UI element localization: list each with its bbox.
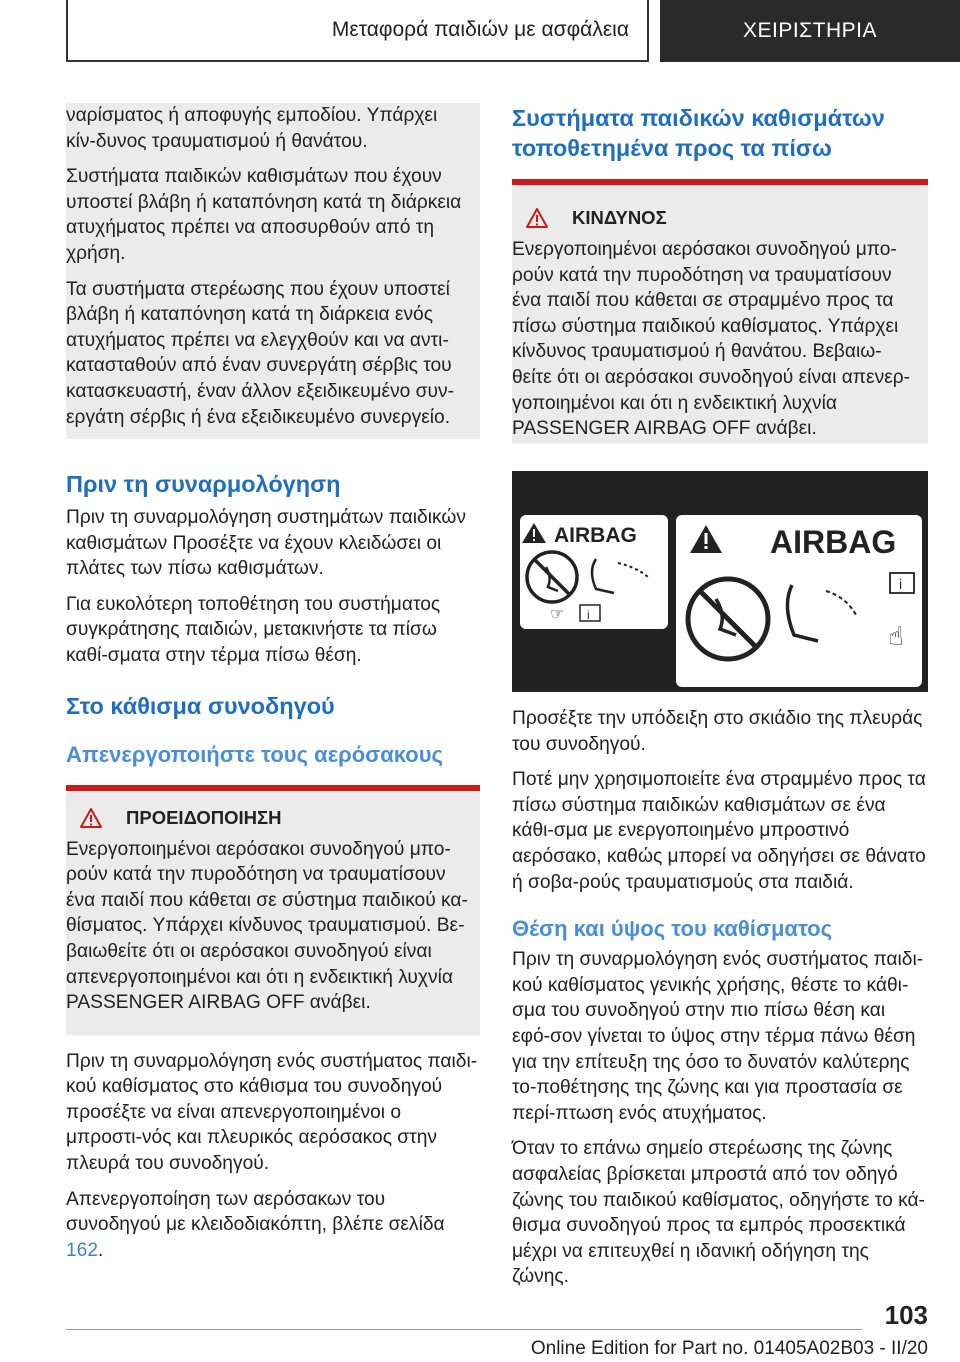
header-chapter-tab xyxy=(660,0,960,62)
airbag-text-large: AIRBAG xyxy=(770,524,897,560)
airbag-label-large-graphic xyxy=(676,515,922,687)
after-paragraph-2: Απενεργοποίηση των αερόσακων του συνοδηγού με κλειδοδιακόπτη, βλέπε σελίδα 162. xyxy=(66,1188,445,1261)
right-column xyxy=(512,103,928,1300)
chapter-title: ΧΕΙΡΙΣΤΗΡΙΑ xyxy=(742,19,877,42)
right-paragraph-4: Όταν το επάνω σημείο στερέωσης της ζώνης ασφαλείας βρίσκεται μπροστά από τον οδηγό ζώνης του παιδικού καθίσματος, οδηγήστε το κά-θισμα συνοδηγού προς τα εμπρός προσεκτικά μέχρι να επιτευχθεί η ιδανική οδήγηση της ζώνης. xyxy=(512,1138,925,1288)
danger-text: Ενεργοποιημένοι αερόσακοι συνοδηγού μπο-ρούν κατά την πυροδότηση να τραυματίσουν ένα παιδί που κάθεται σε στραμμένο προς τα πίσω σύστημα παιδικού καθίσματος. Υπάρχει κίνδυνος τραυματισμού ή θανάτου. Βεβαιω-θείτε ότι οι αερόσακοι συνοδηγού είναι απενερ-γοποιημένοι και ότι η ενδεικτική λυχνία PASSENGER AIRBAG OFF ανάβει. xyxy=(512,239,911,440)
airbag-label-small-graphic xyxy=(520,515,668,629)
heading-before-assembly: Πριν τη συναρμολόγηση xyxy=(66,471,341,497)
page-reference-link[interactable]: 162 xyxy=(66,1239,99,1261)
edition-note: Online Edition for Part no. 01405A02B03 - II/20 xyxy=(530,1338,928,1359)
right-paragraph-1: Προσέξτε την υπόδειξη στο σκιάδιο της πλευράς του συνοδηγού. xyxy=(512,708,923,755)
warning-box xyxy=(66,785,480,1035)
before-paragraph-2: Για ευκολότερη τοποθέτηση του συστήματος συγκράτησης παιδιών, μετακινήστε τα πίσω καθί-σματα στην τέρμα πίσω θέση. xyxy=(66,593,441,666)
airbag-label-image xyxy=(512,471,928,692)
warning-triangle-icon xyxy=(526,208,548,228)
after-paragraph-1: Πριν τη συναρμολόγηση ενός συστήματος παιδι-κού καθίσματος στο κάθισμα του συνοδηγού προσέξτε να είναι απενεργοποιημένοι ο μπροστι-νός και πλευρικός αερόσακος στην πλευρά του συνοδηγού. xyxy=(66,1050,478,1174)
right-paragraph-2: Ποτέ μην χρησιμοποιείτε ένα στραμμένο προς τα πίσω σύστημα παιδικών καθισμάτων σε ένα κάθι-σμα με ενεργοποιημένο μπροστινό αερόσακο, καθώς μπορεί να οδηγήσει σε θάνατο ή σοβα-ρούς τραυματισμούς στα παιδιά. xyxy=(512,769,926,893)
svg-text:i: i xyxy=(899,576,903,592)
heading-seat-position: Θέση και ύψος του καθίσματος xyxy=(512,916,833,942)
danger-header xyxy=(526,207,920,229)
warning-triangle-icon xyxy=(80,808,102,828)
intro-paragraph-1: ναρίσματος ή αποφυγής εμποδίου. Υπάρχει κίν-δυνος τραυματισμού ή θανάτου. xyxy=(66,105,438,152)
airbag-label-small xyxy=(520,515,668,629)
intro-paragraph-3: Τα συστήματα στερέωσης που έχουν υποστεί βλάβη ή καταπόνηση κατά τη διάρκεια ενός ατυχήματος πρέπει να ελεγχθούν και να αντι-κατασταθούν από έναν συνεργάτη σέρβις του κατασκευαστή, έναν άλλον εξειδικευμένο συν-εργάτη σέρβις ή ένα εξειδικευμένο συνεργείο. xyxy=(66,278,455,428)
airbag-text-small: AIRBAG xyxy=(554,524,637,547)
heading-rear-facing: Συστήματα παιδικών καθισμάτων τοποθετημένα προς τα πίσω xyxy=(512,105,885,161)
page-number: 103 xyxy=(884,1300,928,1330)
footer-divider xyxy=(66,1329,862,1330)
svg-text:i: i xyxy=(587,608,590,622)
section-title: Μεταφορά παιδιών με ασφάλεια xyxy=(331,18,629,41)
before-paragraph-1: Πριν τη συναρμολόγηση συστημάτων παιδικών καθισμάτων Προσέξτε να έχουν κλειδώσει οι πλάτες των πίσω καθισμάτων. xyxy=(66,507,466,580)
intro-info-box xyxy=(66,103,480,439)
heading-passenger-seat: Στο κάθισμα συνοδηγού xyxy=(66,692,335,719)
svg-text:☞: ☞ xyxy=(550,604,565,623)
warning-header xyxy=(80,807,472,829)
airbag-label-large xyxy=(676,515,922,687)
left-column xyxy=(66,103,480,1273)
warning-text: Ενεργοποιημένοι αερόσακοι συνοδηγού μπο-ρούν κατά την πυροδότηση να τραυματίσουν ένα παιδί που κάθεται σε σύστημα παιδικού κα-θίσματος. Υπάρχει κίνδυνος τραυματισμού. Βε-βαιωθείτε ότι οι αερόσακοι συνοδηγού είναι απενεργοποιημένοι και ότι η ενδεικτική λυχνία PASSENGER AIRBAG OFF ανάβει. xyxy=(66,838,468,1014)
svg-text:☝: ☝ xyxy=(888,622,904,652)
right-paragraph-3: Πριν τη συναρμολόγηση ενός συστήματος παιδι-κού καθίσματος γενικής χρήσης, θέστε το κάθι-σμα του συνοδηγού στην πιο πίσω θέση και εφό-σον γίνεται το ύψος στην τέρμα πάνω θέση για την επίτευξη της όσο το δυνατόν καλύτερης το-ποθέτησης της ζώνης και για προστασία σε περί-πτωση ενός ατυχήματος. xyxy=(512,949,924,1124)
heading-deactivate-airbags: Απενεργοποιήστε τους αερόσακους xyxy=(66,741,443,767)
warning-title: ΠΡΟΕΙΔΟΠΟΙΗΣΗ xyxy=(126,806,282,828)
danger-title: ΚΙΝΔΥΝΟΣ xyxy=(572,207,667,228)
header-section-title xyxy=(66,0,649,62)
intro-paragraph-2: Συστήματα παιδικών καθισμάτων που έχουν υποστεί βλάβη ή καταπόνηση κατά τη διάρκεια ατυχήματος πρέπει να αποσυρθούν από τη χρήση. xyxy=(66,166,462,264)
danger-box xyxy=(512,179,928,443)
